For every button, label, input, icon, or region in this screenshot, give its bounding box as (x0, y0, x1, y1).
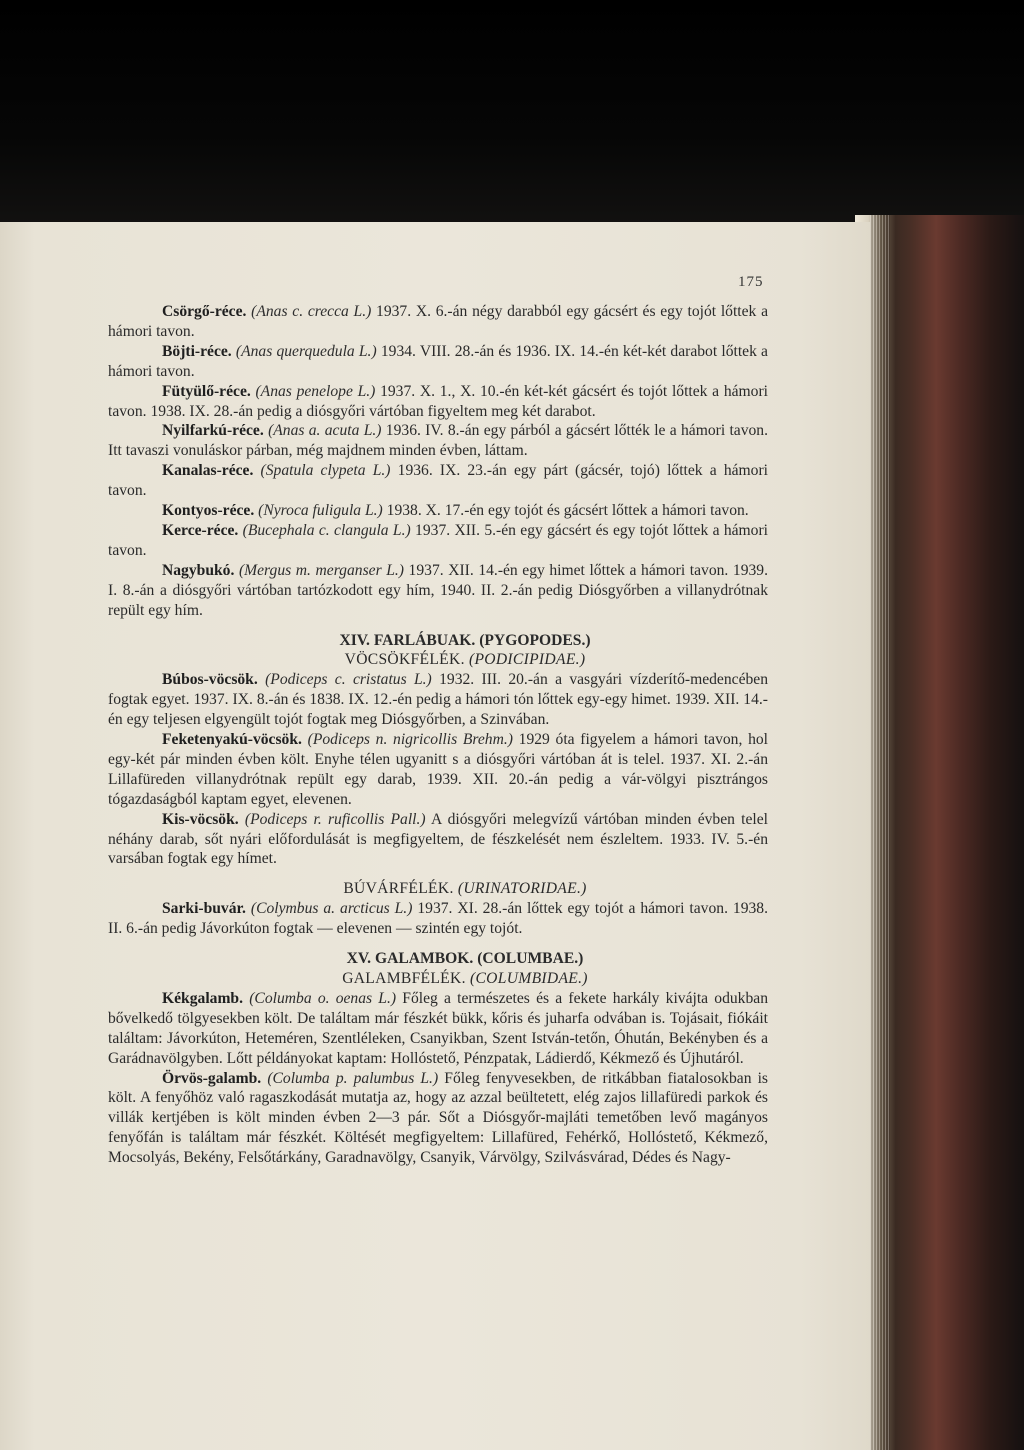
entries-ducks (108, 302, 768, 621)
species-text: 1936. IV. 8.-án egy párból a gácsért lőtték le a hámori tavon. Itt tavaszi vonuláskor párban, még majdnem minden évben, láttam. (108, 422, 768, 460)
species-latin: (Anas c. crecca L.) (251, 303, 372, 320)
species-name: Kékgalamb. (162, 989, 244, 1007)
entries-grebes (108, 670, 768, 869)
species-entry (108, 989, 768, 1069)
species-latin: (Anas a. acuta L.) (268, 422, 382, 440)
species-name: Búbos-vöcsök. (162, 671, 258, 689)
species-entry (108, 1069, 768, 1169)
page-stack-lines (870, 215, 890, 1450)
species-latin: (Nyroca fuligula L.) (258, 502, 383, 520)
species-text: 1936. IX. 23.-án egy párt (gácsér, tojó) lőttek a hámori tavon. (108, 462, 768, 500)
species-name: Kontyos-réce. (162, 502, 255, 520)
family-name: BÚVÁRFÉLÉK. (343, 880, 454, 898)
species-text: 1934. VIII. 28.-án és 1936. IX. 14.-én két-két darabot lőttek a hámori tavon. (108, 342, 768, 380)
species-text: 1937. XI. 28.-án lőttek egy tojót a hámori tavon. 1938. II. 6.-án pedig Jávorkúton fogtak — elevenen — szintén egy tojót. (108, 900, 769, 938)
family-heading (108, 650, 768, 670)
spacer (108, 939, 768, 949)
scan-background-top (0, 0, 1024, 225)
species-text: 1938. X. 17.-én egy tojót és gácsért lőttek a hámori tavon. (386, 502, 749, 520)
species-latin: (Podiceps r. ruficollis Pall.) (244, 810, 426, 828)
species-text: 1937. XII. 5.-én egy gácsért és egy tojót lőttek a hámori tavon. (108, 521, 769, 559)
spacer (108, 621, 768, 631)
species-name: Feketenyakú-vöcsök. (162, 731, 302, 749)
species-latin: (Podiceps c. cristatus L.) (265, 671, 432, 689)
species-entry (108, 461, 768, 501)
species-name: Kis-vöcsök. (162, 810, 239, 828)
species-latin: (Colymbus a. arcticus L.) (250, 900, 413, 918)
spacer (108, 869, 768, 879)
species-latin: (Anas penelope L.) (255, 382, 376, 400)
family-latin: (COLUMBIDAE.) (469, 970, 588, 987)
species-latin: (Bucephala c. clangula L.) (242, 521, 411, 539)
species-name: Kanalas-réce. (162, 462, 254, 480)
species-entry (108, 670, 768, 730)
family-name: VÖCSÖKFÉLÉK. (344, 651, 465, 669)
species-text: 1937. XII. 14.-én egy himet lőttek a hámori tavon. 1939. I. 8.-án a diósgyőri vártóban tartózkodott egy hím, 1940. II. 2.-án pedig Diósgyőrben a villanydrótnak repült egy hím. (108, 561, 768, 619)
species-name: Kerce-réce. (162, 521, 239, 539)
species-latin: (Spatula clypeta L.) (260, 462, 391, 480)
family-latin: (URINATORIDAE.) (457, 880, 587, 898)
species-entry (108, 421, 768, 461)
species-text: Főleg a természetes és a fekete harkály kivájta odukban bővelkedő tölgyesekben költ. De találtam már fészkét bükk, kőris és juharfa odvában is. Tojásait, fiókáit találtam: Jávorkúton, Heteméren, Szentléleken, Csanyikban, Szent István-tetőn, Óhután, Bekényben és a Garádnavölgyben. Lőtt példányokat kaptam: Hollóstető, Pénzpatak, Ládierdő, Kékmező és Újhutáról. (108, 989, 768, 1067)
species-latin: (Mergus m. merganser L.) (238, 561, 404, 579)
species-entry (108, 730, 768, 810)
species-entry (108, 810, 768, 870)
species-latin: (Columba p. palumbus L.) (267, 1069, 439, 1087)
order-heading: XV. GALAMBOK. (COLUMBAE.) (346, 950, 584, 968)
species-latin: (Podiceps n. nigricollis Brehm.) (307, 731, 513, 749)
entries-pigeons (108, 989, 768, 1168)
species-name: Örvös-galamb. (162, 1069, 262, 1087)
species-entry (108, 302, 768, 342)
species-text: 1932. III. 20.-án a vasgyári vízderítő-medencében fogtak egyet. 1937. IX. 8.-án és 1838. IX. 12.-én pedig a hámori tón lőttek egy-egy himet. 1939. XII. 14.-én egy teljesen elgyengült tojót fogtak meg Diósgyőrben, a Szinvában. (108, 671, 769, 729)
species-text: Főleg fenyvesekben, de ritkábban fiatalosokban is költ. A fenyőhöz való ragaszkodását mutatja az, hogy az azzal beültetett, elég zajos lillafüredi parkok és villák kertjében is költ minden évben 2—3 pár. Sőt a Diósgyőr-majláti temetőben levő magányos fenyőfán is találtam már fészkét. Költését megfigyeltem: Lillafüred, Fehérkő, Hollóstető, Kékmező, Mocsolyás, Bekény, Felsőtárkány, Garadnavölgy, Csanyik, Várvölgy, Szilvásvárad, Dédes és Nagy- (108, 1069, 769, 1167)
species-text: 1929 óta figyelem a hámori tavon, hol egy-két pár minden évben költ. Enyhe télen ugyanitt s a diósgyőri vártóban át is telel. 1937. XI. 2.-án Lillafüreden villanydrótnak repült egy darab, 1939. XII. 20.-án pedig a vár-völgyi pisztrángos tógazdaságból kaptam egyet, elevenen. (108, 731, 768, 808)
page-number: 175 (738, 274, 764, 290)
family-name: GALAMBFÉLÉK. (342, 970, 466, 987)
entries-divers (108, 899, 768, 939)
species-name: Csörgő-réce. (162, 303, 247, 320)
species-entry (108, 899, 768, 939)
family-latin: (PODICIPIDAE.) (468, 651, 586, 669)
species-name: Nyilfarkú-réce. (162, 422, 264, 440)
species-latin: (Columba o. oenas L.) (249, 989, 397, 1007)
species-latin: (Anas querquedula L.) (235, 342, 377, 360)
order-heading: XIV. FARLÁBUAK. (PYGOPODES.) (339, 631, 591, 649)
species-name: Nagybukó. (162, 561, 235, 579)
page-text (108, 302, 768, 1168)
species-text: A diósgyőri melegvízű vártóban minden évben telel néhány darab, sőt nyári előfordulását is megfigyeltem, de fészkelését nem észleltem. 1933. IV. 5.-én varsában fogtak egy hímet. (108, 810, 768, 868)
species-entry (108, 382, 768, 422)
species-text: 1937. X. 6.-án négy darabból egy gácsért és egy tojót lőttek a hámori tavon. (108, 303, 768, 340)
species-name: Böjti-réce. (162, 342, 232, 360)
species-entry (108, 521, 768, 561)
family-heading (108, 879, 768, 899)
species-entry (108, 501, 768, 521)
species-entry (108, 342, 768, 382)
family-heading (108, 969, 768, 989)
species-name: Sarki-buvár. (162, 900, 246, 918)
species-name: Fütyülő-réce. (162, 382, 251, 400)
species-text: 1937. X. 1., X. 10.-én két-két gácsért és tojót lőttek a hámori tavon. 1938. IX. 28.-án pedig a diósgyőri vártóban figyeltem meg két darabot. (108, 382, 768, 420)
species-entry (108, 561, 768, 621)
